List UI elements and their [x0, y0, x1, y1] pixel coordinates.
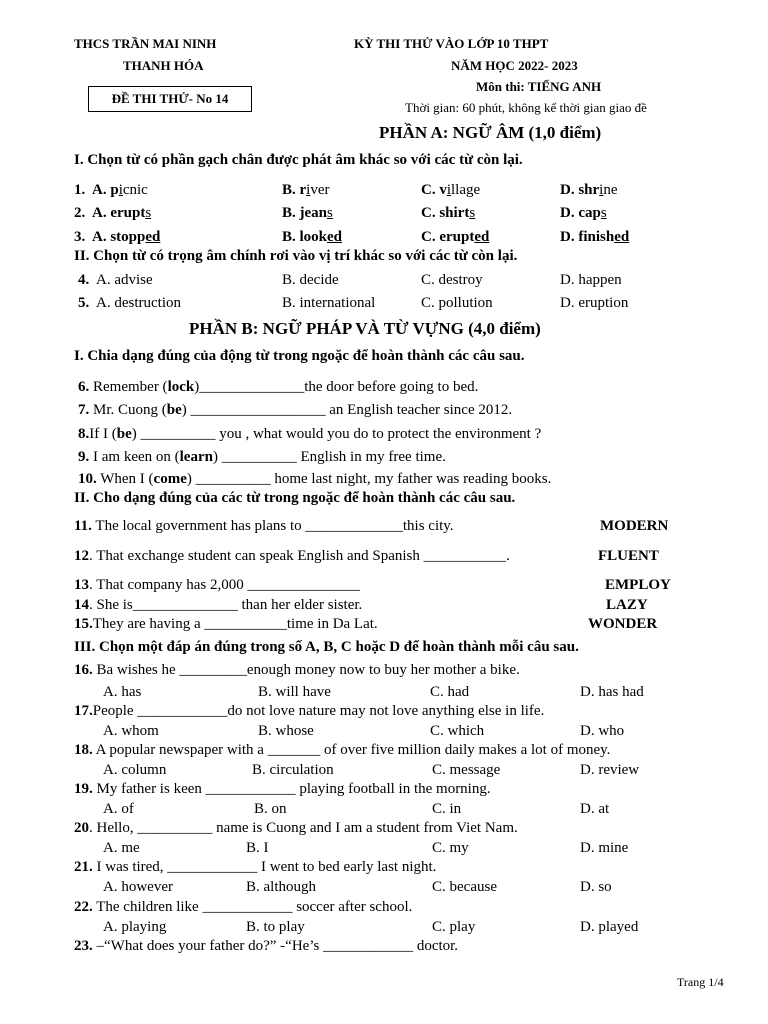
option-b: B. looked — [282, 229, 343, 245]
option-c: C. pollution — [421, 295, 493, 311]
word-form-11: MODERN — [600, 518, 669, 534]
option-d: D. shrine — [560, 182, 618, 198]
part-b-title: PHẦN B: NGỮ PHÁP VÀ TỪ VỰNG (4,0 điểm) — [189, 319, 541, 338]
option-a: A. playing — [103, 919, 167, 935]
option-a: A. whom — [103, 723, 159, 739]
option-d: D. has had — [580, 684, 644, 700]
option-c: C. destroy — [421, 272, 483, 288]
option-b: B. international — [282, 295, 376, 311]
option-d: D. played — [580, 919, 639, 935]
option-c: C. message — [432, 762, 501, 778]
option-b: B. to play — [246, 919, 305, 935]
question-number: 4. — [78, 272, 90, 288]
part-a-section-2: II. Chọn từ có trọng âm chính rơi vào vị trí khác so với các từ còn lại. — [74, 248, 518, 264]
question-18: 18. A popular newspaper with a _______ of over five million daily makes a lot of money. — [74, 742, 611, 758]
option-a: A. advise — [96, 272, 153, 288]
question-23: 23. –“What does your father do?” -“He’s ____________ doctor. — [74, 938, 459, 954]
question-19: 19. My father is keen ____________ playing football in the morning. — [74, 781, 491, 797]
option-a: A. me — [103, 840, 140, 856]
question-17: 17.People ____________do not love nature may not love anything else in life. — [74, 703, 545, 719]
word-form-14: LAZY — [606, 597, 648, 613]
option-a: A. picnic — [92, 182, 148, 198]
option-a: A. erupts — [92, 205, 152, 221]
option-a: A. however — [103, 879, 173, 895]
question-1 — [74, 182, 714, 202]
option-b: B. jeans — [282, 205, 333, 221]
question-4 — [78, 272, 718, 292]
question-19-options — [74, 801, 714, 821]
option-b: B. whose — [258, 723, 314, 739]
option-d: D. caps — [560, 205, 607, 221]
option-d: D. review — [580, 762, 640, 778]
option-b: B. decide — [282, 272, 339, 288]
option-b: B. river — [282, 182, 330, 198]
option-d: D. eruption — [560, 295, 629, 311]
province-name: THANH HÓA — [123, 58, 204, 73]
exam-time: Thời gian: 60 phút, không kể thời gian giao đề — [405, 100, 647, 115]
question-number: 2. — [74, 205, 86, 221]
option-c: C. shirts — [421, 205, 476, 221]
part-b-section-3: III. Chọn một đáp án đúng trong số A, B, C hoặc D để hoàn thành mỗi câu sau. — [74, 639, 579, 655]
part-a-section-1: I. Chọn từ có phần gạch chân được phát âm khác so với các từ còn lại. — [74, 152, 523, 168]
option-c: C. had — [430, 684, 470, 700]
question-15: 15.They are having a ___________time in Da Lat. — [74, 616, 378, 632]
school-name: THCS TRẦN MAI NINH — [74, 36, 217, 51]
option-a: A. of — [103, 801, 134, 817]
option-d: D. mine — [580, 840, 629, 856]
question-22: 22. The children like ____________ soccer after school. — [74, 899, 413, 915]
option-a: A. destruction — [96, 295, 181, 311]
question-20-options — [74, 840, 714, 860]
question-22-options — [74, 919, 714, 939]
option-c: C. in — [432, 801, 462, 817]
word-form-15: WONDER — [588, 616, 658, 632]
question-21-options — [74, 879, 714, 899]
option-a: A. stopped — [92, 229, 161, 245]
option-d: D. happen — [560, 272, 622, 288]
question-2 — [74, 205, 714, 225]
question-8: 8.If I (be) __________ you , what would you do to protect the environment ? — [78, 426, 542, 442]
question-number: 5. — [78, 295, 90, 311]
question-13: 13. That company has 2,000 _______________ — [74, 577, 360, 593]
option-d: D. at — [580, 801, 610, 817]
option-c: C. play — [432, 919, 476, 935]
option-b: B. although — [246, 879, 316, 895]
part-a-title: PHẦN A: NGỮ ÂM (1,0 điểm) — [379, 123, 602, 142]
school-year: NĂM HỌC 2022- 2023 — [451, 58, 578, 73]
option-c: C. because — [432, 879, 497, 895]
question-14: 14. She is______________ than her elder sister. — [74, 597, 363, 613]
question-16-options — [74, 684, 714, 704]
question-12: 12. That exchange student can speak English and Spanish ___________. — [74, 548, 510, 564]
question-3 — [74, 229, 714, 249]
exam-title: KỲ THI THỬ VÀO LỚP 10 THPT — [354, 36, 549, 51]
question-10: 10. When I (come) __________ home last night, my father was reading books. — [78, 471, 552, 487]
option-d: D. so — [580, 879, 612, 895]
option-c: C. village — [421, 182, 481, 198]
option-b: B. on — [254, 801, 287, 817]
page-number: Trang 1/4 — [677, 975, 724, 989]
question-18-options — [74, 762, 714, 782]
option-a: A. has — [103, 684, 142, 700]
option-d: D. who — [580, 723, 625, 739]
option-b: B. will have — [258, 684, 331, 700]
option-b: B. I — [246, 840, 269, 856]
question-6: 6. Remember (lock)______________the door before going to bed. — [78, 379, 479, 395]
question-17-options — [74, 723, 714, 743]
question-16: 16. Ba wishes he _________enough money now to buy her mother a bike. — [74, 662, 520, 678]
exam-code-box: ĐỀ THI THỬ- No 14 — [88, 86, 252, 112]
question-11: 11. The local government has plans to _____________this city. — [74, 518, 454, 534]
option-b: B. circulation — [252, 762, 334, 778]
option-d: D. finished — [560, 229, 630, 245]
question-7: 7. Mr. Cuong (be) __________________ an English teacher since 2012. — [78, 402, 513, 418]
question-number: 3. — [74, 229, 86, 245]
question-21: 21. I was tired, ____________ I went to bed early last night. — [74, 859, 437, 875]
part-b-section-1: I. Chia dạng đúng của động từ trong ngoặc để hoàn thành các câu sau. — [74, 348, 525, 364]
question-number: 1. — [74, 182, 86, 198]
option-a: A. column — [103, 762, 167, 778]
part-b-section-2: II. Cho dạng đúng của các từ trong ngoặc để hoàn thành các câu sau. — [74, 490, 516, 506]
option-c: C. erupted — [421, 229, 490, 245]
question-20: 20. Hello, __________ name is Cuong and I am a student from Viet Nam. — [74, 820, 518, 836]
option-c: C. my — [432, 840, 469, 856]
question-9: 9. I am keen on (learn) __________ English in my free time. — [78, 449, 446, 465]
question-5 — [78, 295, 718, 315]
subject: Môn thi: TIẾNG ANH — [476, 79, 602, 94]
option-c: C. which — [430, 723, 485, 739]
word-form-12: FLUENT — [598, 548, 659, 564]
word-form-13: EMPLOY — [605, 577, 671, 593]
